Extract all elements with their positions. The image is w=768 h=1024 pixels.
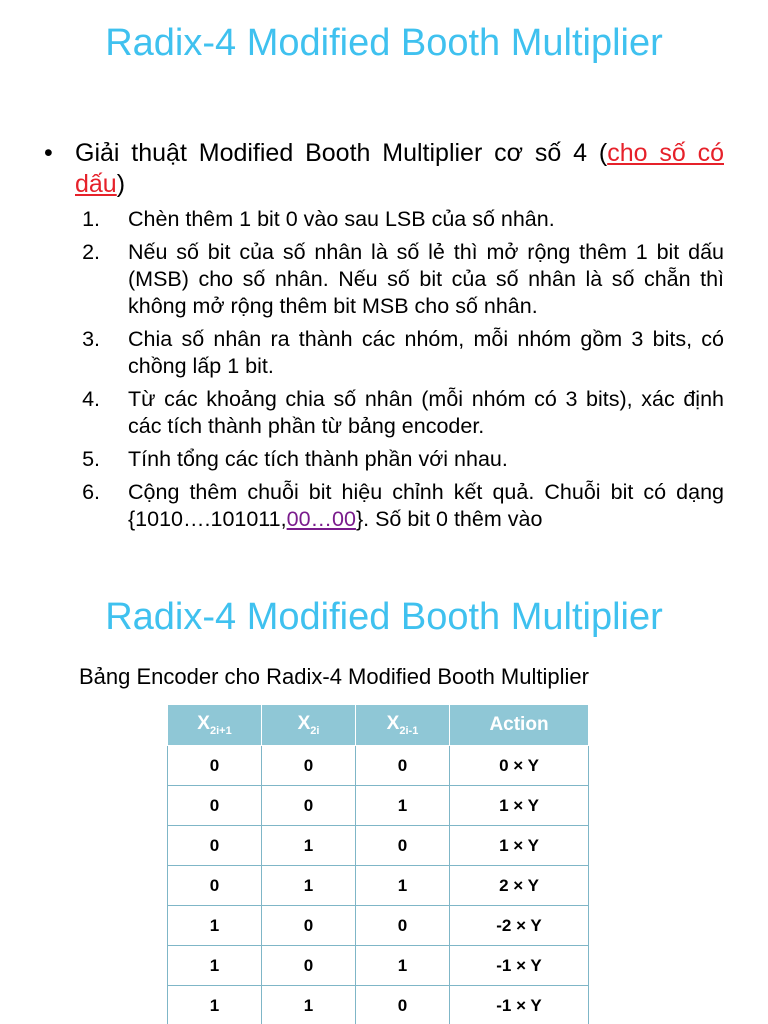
table-cell: -1 × Y <box>450 946 589 986</box>
header-sub: 2i-1 <box>399 724 419 737</box>
header-action <box>450 705 589 746</box>
bullet-text-before: Giải thuật Modified Booth Multiplier cơ số 4 ( <box>75 139 608 167</box>
table-cell: 0 <box>262 946 356 986</box>
table-cell: 0 <box>168 746 262 786</box>
bullet-text-after: ) <box>116 170 126 198</box>
table-row <box>168 786 589 826</box>
table-row <box>168 866 589 906</box>
table-cell: 1 <box>356 786 450 826</box>
table-row <box>168 746 589 786</box>
slide-encoder-table <box>0 580 768 1024</box>
header-x2i-minus-1 <box>356 705 450 746</box>
step-number: 2. <box>82 240 100 264</box>
table-cell: 0 <box>356 826 450 866</box>
list-item <box>44 446 724 473</box>
step-text-before: Cộng thêm chuỗi bit hiệu chỉnh kết quả. Chuỗi bit có dạng {1010….101011, <box>128 480 724 531</box>
table-cell: 1 <box>356 946 450 986</box>
slide-title: Radix-4 Modified Booth Multiplier <box>105 22 663 64</box>
main-bullet <box>44 138 724 200</box>
table-caption: Bảng Encoder cho Radix-4 Modified Booth Multiplier <box>79 664 589 689</box>
header-main: Action <box>489 714 549 735</box>
table-cell: 0 <box>356 986 450 1024</box>
step-number: 5. <box>82 447 100 471</box>
table-cell: 1 <box>262 986 356 1024</box>
slide-title: Radix-4 Modified Booth Multiplier <box>105 596 663 638</box>
step-text-after: }. Số bit 0 thêm vào <box>355 507 543 531</box>
table-cell: 0 <box>168 866 262 906</box>
bullet-symbol: • <box>44 139 53 167</box>
table-cell: 0 <box>168 826 262 866</box>
table-cell: 0 × Y <box>450 746 589 786</box>
table-cell: 1 × Y <box>450 786 589 826</box>
table-cell: 1 <box>356 866 450 906</box>
header-sub: 2i <box>310 724 320 737</box>
step-text: Chia số nhân ra thành các nhóm, mỗi nhóm gồm 3 bits, có chồng lấp 1 bit. <box>128 327 724 378</box>
table-row <box>168 946 589 986</box>
step-number: 6. <box>82 480 100 504</box>
step-text: Từ các khoảng chia số nhân (mỗi nhóm có 3 bits), xác định các tích thành phần từ bảng encoder. <box>128 387 724 438</box>
table-cell: 1 <box>168 946 262 986</box>
step-text: Nếu số bit của số nhân là số lẻ thì mở rộng thêm 1 bit dấu (MSB) cho số nhân. Nếu số bit của số nhân là số chẵn thì không mở rộng thêm bit MSB cho số nhân. <box>128 240 724 318</box>
step-text <box>128 479 724 533</box>
table-row <box>168 906 589 946</box>
list-item <box>44 239 724 320</box>
list-item <box>44 386 724 440</box>
table-row <box>168 986 589 1024</box>
step-number: 4. <box>82 387 100 411</box>
header-main: X <box>197 713 210 735</box>
table-cell: 1 <box>262 826 356 866</box>
table-cell: 0 <box>356 906 450 946</box>
table-cell: -2 × Y <box>450 906 589 946</box>
table-cell: 1 <box>168 906 262 946</box>
table-cell: 1 <box>262 866 356 906</box>
step-number: 1. <box>82 207 100 231</box>
table-cell: 0 <box>262 906 356 946</box>
table-cell: 0 <box>168 786 262 826</box>
header-sub: 2i+1 <box>209 724 232 737</box>
signed-numbers-link[interactable]: cho số có dấu <box>75 139 724 198</box>
bullet-text <box>75 138 724 200</box>
list-item <box>44 326 724 380</box>
header-main: X <box>297 713 311 735</box>
table-cell: 1 × Y <box>450 826 589 866</box>
table-cell: 2 × Y <box>450 866 589 906</box>
table-cell: 0 <box>262 746 356 786</box>
list-item <box>44 206 724 233</box>
encoder-table <box>167 704 589 1024</box>
list-item <box>44 479 724 533</box>
table-cell: 0 <box>262 786 356 826</box>
header-x2i-plus-1 <box>168 705 262 746</box>
step-text: Tính tổng các tích thành phần với nhau. <box>128 447 508 471</box>
step-text: Chèn thêm 1 bit 0 vào sau LSB của số nhân. <box>128 207 555 231</box>
table-cell: 0 <box>356 746 450 786</box>
steps-list <box>44 206 724 533</box>
header-x2i <box>262 705 356 746</box>
table-row <box>168 826 589 866</box>
step-number: 3. <box>82 327 100 351</box>
zeros-link[interactable]: 00…00 <box>286 507 356 531</box>
slide-content <box>44 138 724 539</box>
header-main: X <box>386 713 400 735</box>
table-cell: 1 <box>168 986 262 1024</box>
table-header-row <box>168 705 589 746</box>
table-cell: -1 × Y <box>450 986 589 1024</box>
